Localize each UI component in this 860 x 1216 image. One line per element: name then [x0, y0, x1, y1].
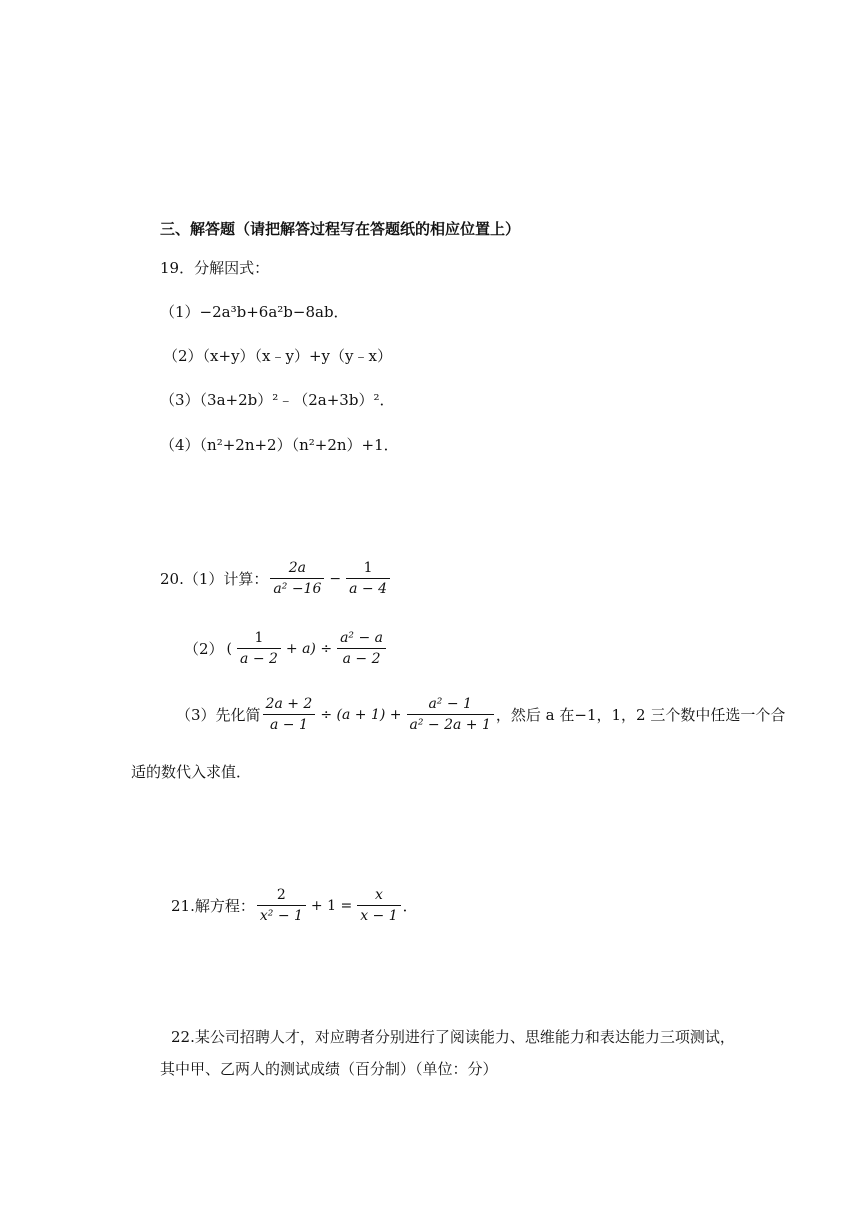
operator: ÷ (a + 1) +: [320, 706, 402, 723]
q20-part2-fraction-1: [237, 630, 281, 667]
numerator: a² − a: [340, 630, 384, 646]
section-heading: 三、解答题（请把解答过程写在答题纸的相应位置上）: [160, 220, 521, 238]
q21-fraction-1: [257, 887, 306, 924]
denominator: a − 2: [342, 651, 381, 667]
q22-line-1: 22.某公司招聘人才，对应聘者分别进行了阅读能力、思维能力和表达能力三项测试，: [171, 1028, 735, 1046]
denominator: x − 1: [360, 908, 398, 924]
q20-part2-fraction-2: [337, 630, 386, 667]
operator: + a) ÷: [285, 640, 333, 657]
denominator: a − 4: [349, 581, 387, 597]
operator: −: [329, 570, 342, 587]
numerator: 2: [276, 887, 286, 903]
q20-part3-fraction-2: [407, 696, 494, 733]
q20-part3-fraction-1: [263, 696, 316, 733]
denominator: a − 1: [270, 717, 308, 733]
q19-title: 19．分解因式：: [160, 259, 270, 277]
q20-part3-tail: ，然后 a 在−1，1，2 三个数中任选一个合: [495, 705, 786, 724]
q21: [171, 887, 418, 924]
q20-part1-label: 20.（1）计算：: [160, 569, 269, 588]
numerator: 2a: [288, 560, 307, 576]
denominator: a² −16: [273, 581, 322, 597]
numerator: 2a + 2: [265, 696, 313, 712]
q20-part1: [160, 560, 392, 597]
q19-item-4: （4）（n²+2n+2）（n²+2n）+1．: [160, 436, 399, 454]
denominator: x² − 1: [259, 908, 303, 924]
q21-label: 21.解方程：: [171, 896, 255, 915]
q20-part1-fraction-1: [270, 560, 324, 597]
q19-item-2: （2）（x+y）（x﹣y）+y（y﹣x）: [163, 347, 392, 365]
q19-item-3: （3）（3a+2b）²﹣（2a+3b）²．: [160, 391, 395, 409]
q20-part3-label: （3）先化简: [176, 705, 261, 724]
q20-part1-fraction-2: [346, 560, 390, 597]
q22-line-2: 其中甲、乙两人的测试成绩（百分制）（单位：分）: [160, 1060, 498, 1078]
open-paren: (: [226, 640, 233, 657]
numerator: 1: [254, 630, 264, 646]
denominator: a − 2: [240, 651, 278, 667]
numerator: 1: [363, 560, 373, 576]
q19-item-1: （1）−2a³b+6a²b−8ab．: [160, 303, 349, 321]
operator: + 1 =: [310, 897, 353, 914]
q21-fraction-2: [357, 887, 400, 924]
q20-part3: [176, 696, 785, 733]
q20-part3-continuation: 适的数代入求值．: [131, 763, 252, 781]
numerator: x: [374, 887, 383, 903]
numerator: a² − 1: [428, 696, 472, 712]
q20-part2-label: （2）: [184, 639, 224, 658]
denominator: a² − 2a + 1: [409, 717, 491, 733]
q21-tail: ．: [402, 896, 418, 915]
q20-part2: [184, 630, 388, 667]
